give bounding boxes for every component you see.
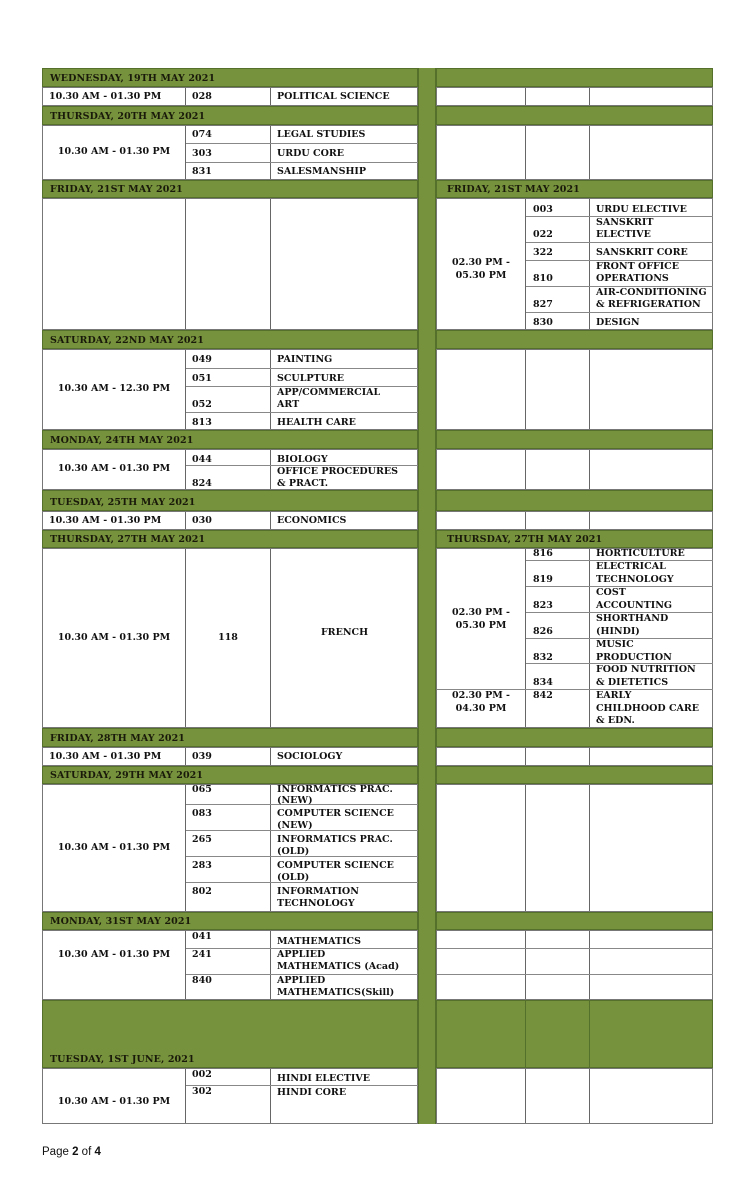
subject-name: ELECTIVE [596, 229, 651, 240]
subject-code: 819 [533, 574, 553, 585]
day-header: FRIDAY, 21ST MAY 2021 [436, 180, 713, 198]
schedule-block-empty [42, 198, 418, 330]
subject-code: 028 [192, 91, 212, 102]
empty-block [436, 349, 713, 430]
subject-name: INFORMATICS PRAC. [277, 784, 393, 795]
subject-name: TECHNOLOGY [596, 574, 674, 585]
subject-code: 832 [533, 652, 553, 663]
header-band [436, 766, 713, 784]
header-band [436, 728, 713, 747]
header-band [436, 912, 713, 930]
time-slot: 02.30 PM - 04.30 PM [452, 690, 510, 714]
empty-row [436, 511, 713, 530]
schedule-block [42, 349, 418, 430]
subject-code: 826 [533, 626, 553, 637]
subject-name: SCULPTURE [277, 373, 345, 384]
time-slot: 10.30 AM - 01.30 PM [57, 631, 171, 643]
time-slot: 10.30 AM - 01.30 PM [57, 146, 171, 158]
empty-row [436, 87, 713, 106]
day-header: WEDNESDAY, 19TH MAY 2021 [42, 68, 418, 87]
header-band [436, 68, 713, 87]
subject-code: 030 [192, 515, 212, 526]
schedule-block [436, 198, 713, 330]
subject-name: HINDI CORE [277, 1087, 347, 1098]
subject-code: 810 [533, 273, 553, 284]
subject-name: SANSKRIT [596, 217, 654, 228]
subject-name: FRENCH [320, 626, 369, 638]
time-slot: 10.30 AM - 01.30 PM [49, 91, 162, 102]
empty-block [436, 930, 713, 1000]
empty-block [436, 125, 713, 180]
day-header: TUESDAY, 1ST JUNE, 2021 [42, 1000, 418, 1068]
subject-name: AIR-CONDITIONING [596, 287, 707, 298]
subject-name: (HINDI) [596, 626, 640, 637]
subject-name: HINDI ELECTIVE [277, 1073, 370, 1084]
day-header: SATURDAY, 22ND MAY 2021 [42, 330, 418, 349]
subject-name: APP/COMMERCIAL [277, 387, 381, 398]
subject-name: ART [277, 399, 300, 410]
header-band [436, 1000, 713, 1068]
subject-name: COST [596, 587, 626, 598]
subject-name: SOCIOLOGY [277, 751, 343, 762]
subject-name: MUSIC [596, 639, 634, 650]
subject-name: APPLIED [277, 949, 326, 960]
subject-code: 052 [192, 399, 212, 410]
subject-code: 802 [192, 886, 212, 897]
empty-block [436, 1068, 713, 1124]
day-header: THURSDAY, 20TH MAY 2021 [42, 106, 418, 125]
subject-name: HEALTH CARE [277, 417, 356, 428]
subject-name: LEGAL STUDIES [277, 129, 366, 140]
header-band [436, 430, 713, 449]
subject-code: 083 [192, 808, 212, 819]
subject-name: & DIETETICS [596, 677, 669, 688]
time-slot: 10.30 AM - 12.30 PM [57, 383, 171, 395]
subject-name: ACCOUNTING [596, 600, 673, 611]
schedule-row [42, 747, 418, 766]
subject-name: SHORTHAND [596, 613, 669, 624]
subject-code: 830 [533, 317, 553, 328]
subject-code: 823 [533, 600, 553, 611]
time-slot: 02.30 PM - 05.30 PM [452, 607, 510, 631]
schedule-block [42, 125, 418, 180]
subject-name: URDU ELECTIVE [596, 204, 687, 215]
subject-code: 265 [192, 834, 212, 845]
subject-name: MATHEMATICS(Skill) [277, 987, 395, 998]
subject-name: HORTICULTURE [596, 548, 685, 559]
subject-code: 283 [192, 860, 212, 871]
empty-row [436, 747, 713, 766]
subject-name: OPERATIONS [596, 273, 669, 284]
time-slot: 10.30 AM - 01.30 PM [57, 948, 171, 960]
subject-code: 322 [533, 247, 553, 258]
schedule-row [42, 511, 418, 530]
subject-name: APPLIED [277, 975, 326, 986]
subject-code: 824 [192, 478, 212, 489]
subject-code: 827 [533, 299, 553, 310]
page-number: Page 2 of 4 [42, 1146, 101, 1158]
subject-name: DESIGN [596, 317, 640, 328]
subject-code: 302 [192, 1086, 212, 1097]
day-header: TUESDAY, 25TH MAY 2021 [42, 490, 418, 511]
day-header: FRIDAY, 28TH MAY 2021 [42, 728, 418, 747]
subject-name: CHILDHOOD CARE [596, 703, 700, 714]
day-header: THURSDAY, 27TH MAY 2021 [436, 530, 713, 548]
subject-code: 303 [192, 148, 212, 159]
subject-name: INFORMATICS PRAC. [277, 834, 393, 845]
subject-code: 074 [192, 129, 212, 140]
day-header: MONDAY, 24TH MAY 2021 [42, 430, 418, 449]
time-slot: 10.30 AM - 01.30 PM [49, 751, 162, 762]
schedule-row [42, 87, 418, 106]
subject-code: 022 [533, 229, 553, 240]
subject-code: 813 [192, 417, 212, 428]
subject-code: 065 [192, 784, 212, 795]
empty-block [436, 784, 713, 912]
subject-code: 039 [192, 751, 212, 762]
subject-name: FOOD NUTRITION [596, 664, 696, 675]
subject-name: SALESMANSHIP [277, 166, 367, 177]
schedule-block [42, 449, 418, 490]
schedule-block [42, 1068, 418, 1124]
subject-name: (OLD) [277, 872, 310, 883]
time-slot: 10.30 AM - 01.30 PM [49, 515, 162, 526]
subject-name: FRONT OFFICE [596, 261, 679, 272]
subject-name: SANSKRIT CORE [596, 247, 688, 258]
subject-code: 044 [192, 454, 212, 465]
subject-name: INFORMATION [277, 886, 359, 897]
subject-code: 049 [192, 354, 212, 365]
subject-name: & REFRIGERATION [596, 299, 701, 310]
subject-name: MATHEMATICS (Acad) [277, 961, 400, 972]
subject-name: URDU CORE [277, 148, 344, 159]
schedule-block [42, 784, 418, 912]
day-header: FRIDAY, 21ST MAY 2021 [42, 180, 418, 198]
time-slot: 10.30 AM - 01.30 PM [57, 463, 171, 475]
subject-name: COMPUTER SCIENCE [277, 860, 394, 871]
subject-name: PAINTING [277, 354, 333, 365]
subject-code: 842 [533, 690, 553, 701]
subject-name: & PRACT. [277, 478, 329, 489]
empty-block [436, 449, 713, 490]
subject-code: 041 [192, 931, 212, 942]
subject-code: 840 [192, 975, 212, 986]
subject-name: POLITICAL SCIENCE [277, 91, 390, 102]
header-band [436, 106, 713, 125]
header-band [436, 490, 713, 511]
subject-name: PRODUCTION [596, 652, 672, 663]
schedule-block [42, 548, 418, 728]
subject-code: 003 [533, 204, 553, 215]
subject-name: COMPUTER SCIENCE [277, 808, 394, 819]
schedule-block [436, 548, 713, 728]
subject-code: 834 [533, 677, 553, 688]
subject-code: 816 [533, 548, 553, 559]
subject-name: MATHEMATICS [277, 936, 361, 947]
subject-name: (NEW) [277, 820, 313, 831]
day-header: MONDAY, 31ST MAY 2021 [42, 912, 418, 930]
subject-code: 831 [192, 166, 212, 177]
subject-name: ELECTRICAL [596, 561, 666, 572]
day-header: SATURDAY, 29TH MAY 2021 [42, 766, 418, 784]
subject-name: (NEW) [277, 795, 313, 806]
subject-code: 118 [218, 631, 238, 643]
subject-name: BIOLOGY [277, 454, 328, 465]
subject-code: 002 [192, 1069, 212, 1080]
subject-code: 051 [192, 373, 212, 384]
time-slot: 10.30 AM - 01.30 PM [57, 841, 171, 853]
subject-name: TECHNOLOGY [277, 898, 355, 909]
subject-name: EARLY [596, 690, 632, 701]
time-slot: 10.30 AM - 01.30 PM [57, 1095, 171, 1107]
column-divider [418, 68, 436, 1124]
header-band [436, 330, 713, 349]
subject-name: ECONOMICS [277, 515, 347, 526]
subject-name: OFFICE PROCEDURES [277, 466, 398, 477]
time-slot: 02.30 PM - 05.30 PM [452, 257, 510, 281]
subject-name: & EDN. [596, 715, 635, 726]
day-header: THURSDAY, 27TH MAY 2021 [42, 530, 418, 548]
schedule-block [42, 930, 418, 1000]
subject-name: (OLD) [277, 846, 310, 857]
subject-code: 241 [192, 949, 212, 960]
